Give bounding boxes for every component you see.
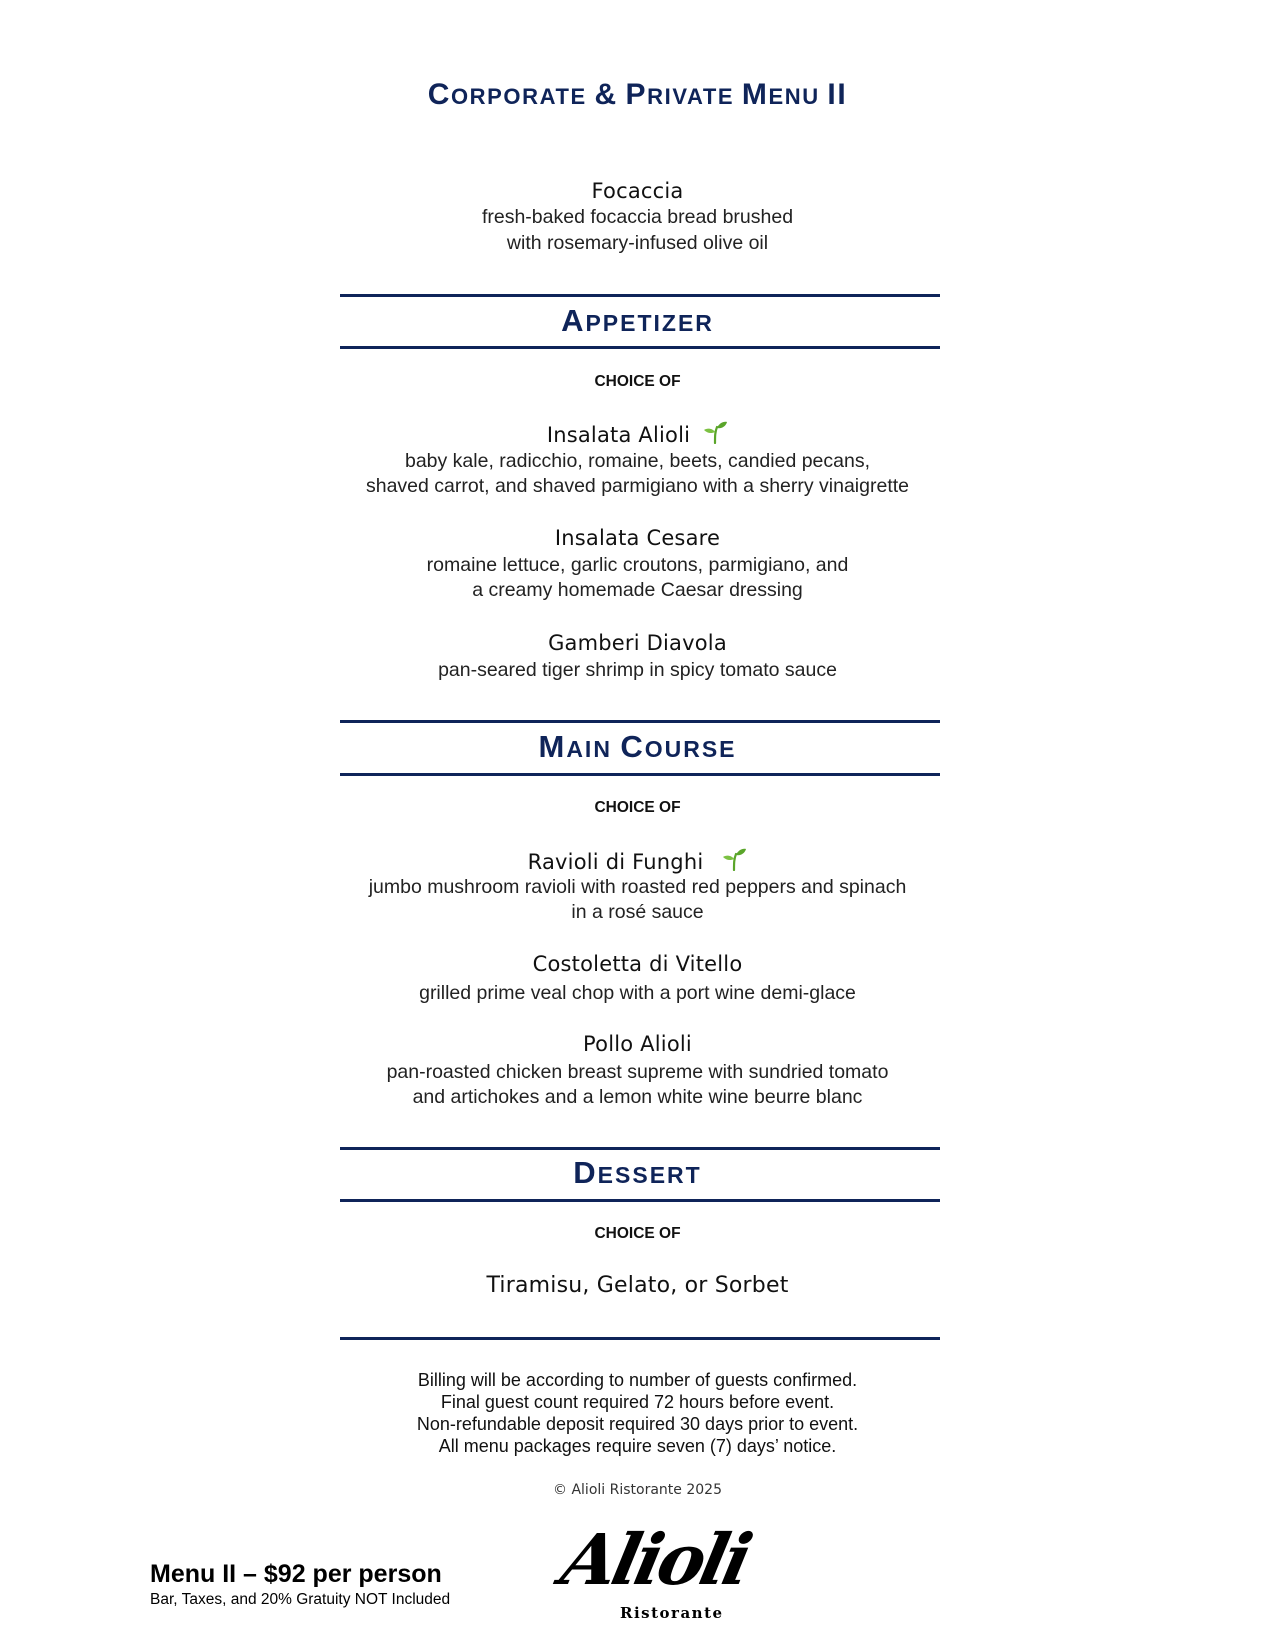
choice-of-label: CHOICE OF xyxy=(594,1225,681,1242)
sprout-icon xyxy=(702,420,728,444)
header-cap: A xyxy=(561,303,586,338)
section-divider xyxy=(340,1337,940,1340)
menu-item-desc-line: grilled prime veal chop with a port wine demi-glace xyxy=(419,982,856,1004)
title-numeral: II xyxy=(827,78,848,111)
section-divider xyxy=(340,346,940,349)
section-divider xyxy=(340,294,940,297)
starter-name: Focaccia xyxy=(591,179,684,203)
menu-item-name: Costoletta di Vitello xyxy=(532,952,743,976)
menu-item-desc-line: romaine lettuce, garlic croutons, parmigiano, and xyxy=(426,554,849,576)
title-word: RIVATE xyxy=(647,84,735,109)
menu-item-name: Pollo Alioli xyxy=(583,1032,692,1056)
title-word: ENU xyxy=(768,84,820,109)
header-rest: PPETIZER xyxy=(585,310,714,336)
logo-subtitle: Ristorante xyxy=(620,1604,724,1622)
menu-item-name xyxy=(0,847,1275,875)
header-rest: ESSERT xyxy=(597,1162,702,1188)
price-block xyxy=(150,1560,450,1609)
title-cap: P xyxy=(625,78,648,111)
price-line: Menu II – $92 per person xyxy=(150,1560,442,1588)
menu-item-name: Tiramisu, Gelato, or Sorbet xyxy=(486,1273,789,1298)
starter-desc-line: with rosemary-infused olive oil xyxy=(506,232,769,254)
logo-script: Alioli xyxy=(554,1518,756,1601)
section-divider xyxy=(340,1199,940,1202)
title-cap: M xyxy=(741,78,769,111)
choice-of-label: CHOICE OF xyxy=(594,799,681,816)
sprout-icon xyxy=(721,847,747,871)
title-amp: & xyxy=(594,78,618,111)
starter-desc-line: fresh-baked focaccia bread brushed xyxy=(481,206,794,228)
header-cap: M xyxy=(538,729,567,764)
section-header-main-course xyxy=(0,729,1275,765)
title-word: ORPORATE xyxy=(450,84,587,109)
menu-item-desc-line: shaved carrot, and shaved parmigiano with a sherry vinaigrette xyxy=(365,475,910,497)
menu-item-desc-line: a creamy homemade Caesar dressing xyxy=(472,579,803,601)
menu-item-desc-line: and artichokes and a lemon white wine beurre blanc xyxy=(412,1086,863,1108)
header-cap: D xyxy=(573,1155,598,1190)
menu-item-desc-line: jumbo mushroom ravioli with roasted red peppers and spinach xyxy=(368,876,907,898)
menu-item-desc-line: pan-seared tiger shrimp in spicy tomato sauce xyxy=(438,659,837,681)
section-header-appetizer xyxy=(0,303,1275,339)
policy-line: All menu packages require seven (7) days’ notice. xyxy=(438,1436,837,1456)
policy-line: Non-refundable deposit required 30 days prior to event. xyxy=(416,1414,859,1434)
item-name-text: Insalata Alioli xyxy=(546,423,691,447)
header-rest: AIN xyxy=(566,736,612,762)
item-name-text: Ravioli di Funghi xyxy=(527,850,704,874)
alioli-logo xyxy=(550,1520,760,1640)
price-note: Bar, Taxes, and 20% Gratuity NOT Included xyxy=(150,1591,451,1608)
policy-line: Billing will be according to number of guests confirmed. xyxy=(417,1370,858,1390)
header-cap: C xyxy=(620,729,645,764)
title-cap: C xyxy=(427,78,451,111)
menu-item-desc-line: baby kale, radicchio, romaine, beets, candied pecans, xyxy=(404,450,871,472)
header-rest: OURSE xyxy=(644,736,737,762)
copyright: © Alioli Ristorante 2025 xyxy=(553,1482,722,1498)
section-divider xyxy=(340,773,940,776)
menu-item-desc-line: in a rosé sauce xyxy=(571,901,704,923)
menu-item-desc-line: pan-roasted chicken breast supreme with sundried tomato xyxy=(386,1061,889,1083)
section-header-dessert xyxy=(0,1155,1275,1191)
section-divider xyxy=(340,1147,940,1150)
choice-of-label: CHOICE OF xyxy=(594,373,681,390)
menu-item-name: Insalata Cesare xyxy=(554,526,721,550)
page-title xyxy=(0,78,1275,112)
section-divider xyxy=(340,720,940,723)
policy-line: Final guest count required 72 hours before event. xyxy=(440,1392,835,1412)
menu-item-name xyxy=(0,420,1275,448)
menu-item-name: Gamberi Diavola xyxy=(548,631,727,655)
